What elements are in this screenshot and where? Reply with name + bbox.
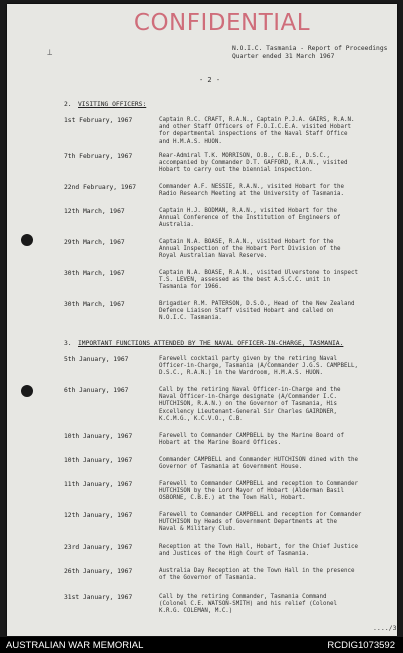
entry-date: 26th January, 1967 <box>64 568 133 575</box>
entry-text: Captain N.A. BOASE, R.A.N., visited Hobart for the Annual Inspection of the Hobart Port Division of the Royal Australian Naval Reserve. <box>159 239 341 260</box>
entry-text: Captain H.J. BODMAN, R.A.N., visited Hobart for the Annual Conference of the Institution of Engineers of Australia. <box>159 208 341 229</box>
corner-mark: ⊥ <box>47 48 53 58</box>
entry-date: 31st January, 1967 <box>64 594 133 601</box>
entry-text: Rear-Admiral T.K. MORRISON, O.B., C.B.E., D.S.C., accompanied by Commander D.T. GAFFORD, R.A.N., visited Hobart to carry out the biennial inspection. <box>159 153 348 174</box>
archive-name: AUSTRALIAN WAR MEMORIAL <box>6 640 144 651</box>
section-heading <box>64 340 343 347</box>
entry-date: 11th January, 1967 <box>64 481 133 488</box>
entry-date: 12th March, 1967 <box>64 208 125 215</box>
punch-hole <box>21 234 33 246</box>
continuation-mark: ..../3 <box>373 624 397 632</box>
report-header-line-2: Quarter ended 31 March 1967 <box>232 53 335 60</box>
entry-date: 10th January, 1967 <box>64 457 133 464</box>
entry-text: Captain R.C. CRAFT, R.A.N., Captain P.J.A. GAIRS, R.A.N. and other Staff Officers of F.O.I.C.E.A. visited Hobart for departmental inspections of the Naval Staff Office and H.M.A.S. HUON. <box>159 117 355 145</box>
entry-date: 6th January, 1967 <box>64 387 129 394</box>
entry-date: 30th March, 1967 <box>64 270 125 277</box>
entry-date: 30th March, 1967 <box>64 301 125 308</box>
entry-date: 23rd January, 1967 <box>64 544 133 551</box>
entry-text: Call by the retiring Commander, Tasmania Command (Colonel C.E. WATSON-SMITH) and his relief (Colonel K.R.G. COLEMAN, M.C.) <box>159 594 337 615</box>
entry-text: Call by the retiring Naval Officer-in-Charge and the Naval Officer-in-Charge designate (A/Commander I.C. HUTCHISON, R.A.N.) on the Governor of Tasmania, His Excellency Lieutenant-General Sir Charles GAIRDNER, K.C.M.G., K.C.V.O., C.B. <box>159 387 341 422</box>
entry-text: Commander CAMPBELL and Commander HUTCHISON dined with the Governor of Tasmania at Government House. <box>159 457 358 471</box>
entry-text: Reception at the Town Hall, Hobart, for the Chief Justice and Justices of the High Court of Tasmania. <box>159 544 358 558</box>
entry-text: Farewell to Commander CAMPBELL and reception for Commander HUTCHISON by Heads of Government Departments at the Naval & Military Club. <box>159 512 362 533</box>
page-number: - 2 - <box>199 76 221 84</box>
archive-footer <box>0 637 403 653</box>
section-number: 2. <box>64 101 72 108</box>
entry-date: 29th March, 1967 <box>64 239 125 246</box>
entry-date: 7th February, 1967 <box>64 153 133 160</box>
report-header-line-1: N.O.I.C. Tasmania - Report of Proceedings <box>232 45 388 52</box>
entry-date: 22nd February, 1967 <box>64 184 137 191</box>
punch-hole <box>21 385 33 397</box>
confidential-stamp: CONFIDENTIAL <box>133 10 311 36</box>
section-heading <box>64 101 146 108</box>
entry-date: 12th January, 1967 <box>64 512 133 519</box>
entry-text: Captain N.A. BOASE, R.A.N., visited Ulverstone to inspect T.S. LEVEN, assessed as the best A.S.C.C. unit in Tasmania for 1966. <box>159 270 358 291</box>
section-title: VISITING OFFICERS: <box>78 101 147 108</box>
entry-text: Farewell to Commander CAMPBELL by the Marine Board of Hobart at the Marine Board Offices. <box>159 433 344 447</box>
entry-text: Farewell to Commander CAMPBELL and reception to Commander HUTCHISON by the Lord Mayor of Hobart (Alderman Basil OSBORNE, C.B.E.) at the Town Hall, Hobart. <box>159 481 358 502</box>
entry-text: Brigadier R.M. PATERSON, D.S.O., Head of the New Zealand Defence Liaison Staff visited Hobart and called on N.O.I.C. Tasmania. <box>159 301 355 322</box>
section-title: IMPORTANT FUNCTIONS ATTENDED BY THE NAVAL OFFICER-IN-CHARGE, TASMANIA. <box>78 340 344 347</box>
entry-text: Commander A.F. NESSIE, R.A.N., visited Hobart for the Radio Research Meeting at the University of Tasmania. <box>159 184 344 198</box>
entry-text: Australia Day Reception at the Town Hall in the presence of the Governor of Tasmania. <box>159 568 355 582</box>
entry-date: 5th January, 1967 <box>64 356 129 363</box>
entry-text: Farewell cocktail party given by the retiring Naval Officer-in-Charge, Tasmania (A/Commander J.G.S. CAMPBELL, D.S.C., R.A.N.) in the Wardroom, H.M.A.S. HUON. <box>159 356 358 377</box>
section-number: 3. <box>64 340 72 347</box>
archive-reference: RCDIG1073592 <box>327 640 395 651</box>
entry-date: 1st February, 1967 <box>64 117 133 124</box>
document-page <box>7 4 397 636</box>
entry-date: 10th January, 1967 <box>64 433 133 440</box>
